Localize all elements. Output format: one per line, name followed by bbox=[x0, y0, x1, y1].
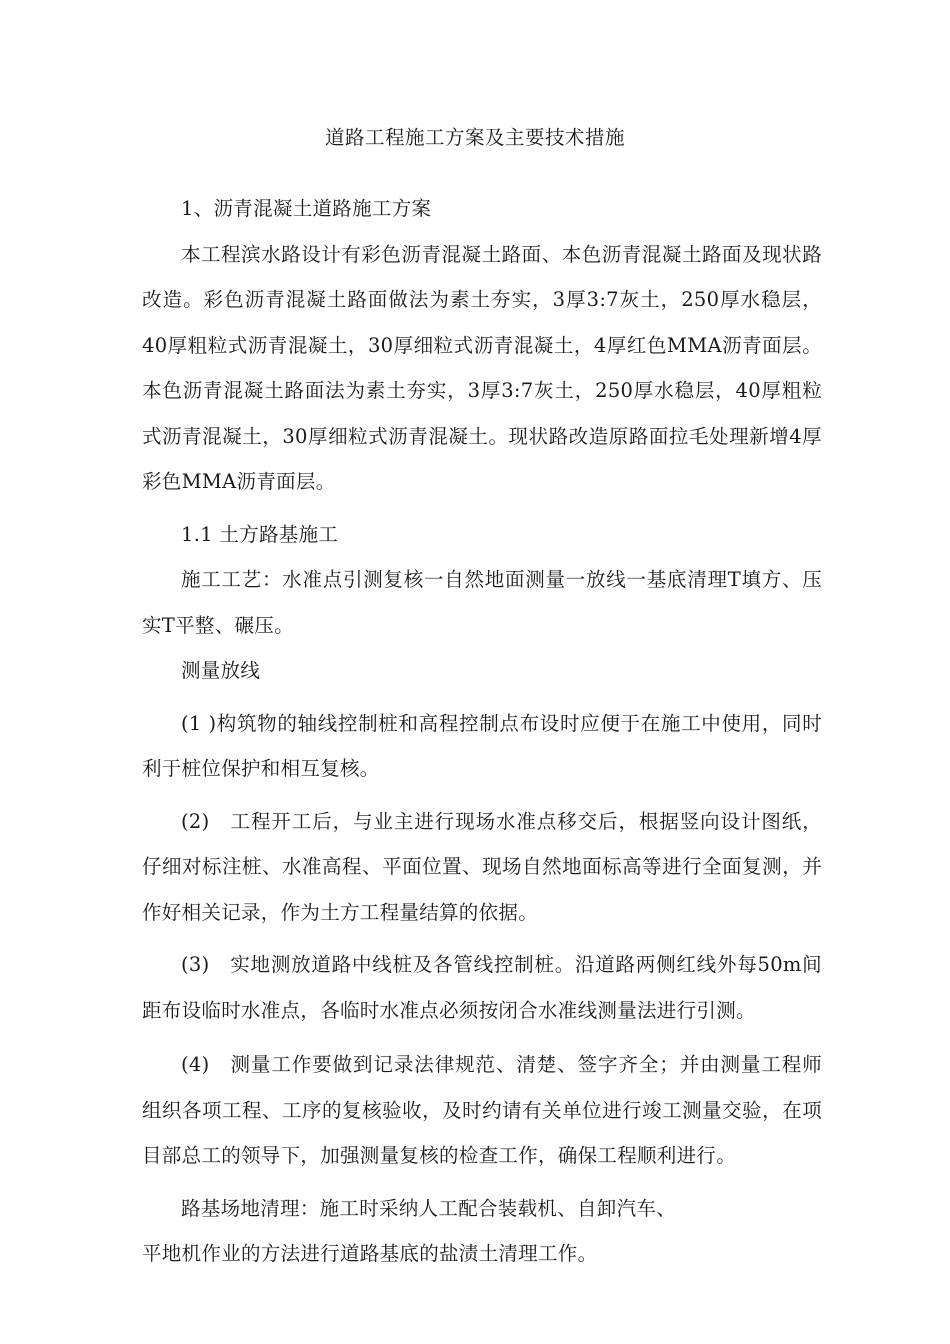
list-item-1: (1 )构筑物的轴线控制桩和高程控制点布设时应便于在施工中使用，同时利于桩位保护和相互复核。 bbox=[142, 711, 822, 780]
paragraph-site-clearing: 路基场地清理：施工时采纳人工配合装载机、自卸汽车、 bbox=[181, 1196, 677, 1220]
paragraph-construction-process: 施工工艺：水准点引测复核一自然地面测量一放线一基底清理T填方、压实T平整、碾压。 bbox=[142, 568, 822, 637]
paragraph-project-overview: 本工程滨水路设计有彩色沥青混凝土路面、本色沥青混凝土路面及现状路改造。彩色沥青混凝土路面做法为素土夯实，3厚3:7灰土，250厚水稳层，40厚粗粒式沥青混凝土，30厚细粒式沥青混凝土，4厚红色MMA沥青面层。本色沥青混凝土路面法为素土夯实，3厚3:7灰土，250厚水稳层，40厚粗粒式沥青混凝土，30厚细粒式沥青混凝土。现状路改造原路面拉毛处理新增4厚彩色MMA沥青面层。 bbox=[142, 242, 822, 493]
list-item-4: (4) 测量工作要做到记录法律规范、清楚、签字齐全；并由测量工程师组织各项工程、工序的复核验收，及时约请有关单位进行竣工测量交验，在项目部总工的领导下，加强测量复核的检查工作，确保工程顺利进行。 bbox=[142, 1053, 822, 1167]
list-item-2: (2) 工程开工后，与业主进行现场水准点移交后，根据竖向设计图纸，仔细对标注桩、水准高程、平面位置、现场自然地面标高等进行全面复测，并作好相关记录，作为土方工程量结算的依据。 bbox=[142, 809, 822, 924]
subheading-survey-layout: 测量放线 bbox=[181, 659, 261, 682]
section-heading-1-1: 1.1 土方路基施工 bbox=[181, 522, 339, 546]
list-item-3: (3) 实地测放道路中线桩及各管线控制桩。沿道路两侧红线外每50m间距布设临时水准点，各临时水准点必须按闭合水准线测量法进行引测。 bbox=[142, 953, 822, 1022]
document-body bbox=[142, 186, 822, 1277]
paragraph-site-clearing-continued: 平地机作业的方法进行道路基底的盐渍土清理工作。 bbox=[142, 1242, 598, 1265]
document-title: 道路工程施工方案及主要技术措施 bbox=[324, 126, 625, 149]
section-heading-1: 1、沥青混凝土道路施工方案 bbox=[181, 197, 432, 220]
